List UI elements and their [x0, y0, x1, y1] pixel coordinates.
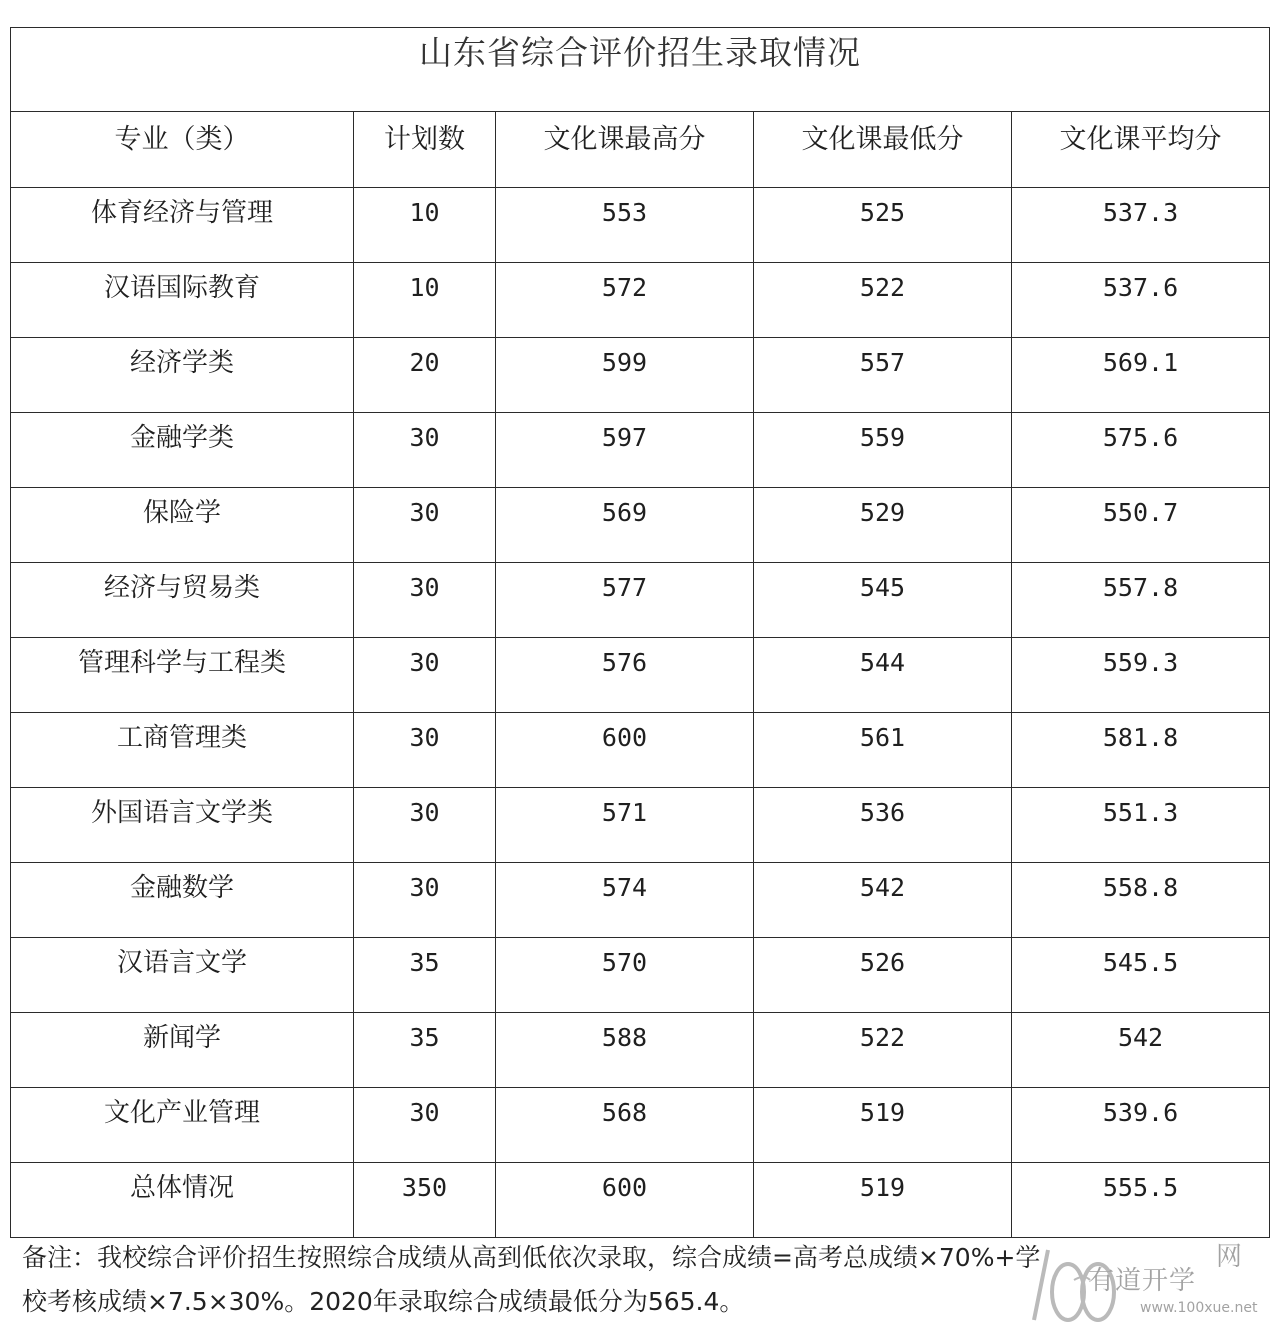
cell-plan: 30 [354, 488, 496, 563]
cell-avg: 542 [1012, 1013, 1270, 1088]
cell-max: 572 [496, 263, 754, 338]
cell-major: 总体情况 [11, 1163, 354, 1238]
cell-min: 561 [754, 713, 1012, 788]
cell-avg: 559.3 [1012, 638, 1270, 713]
table-row [11, 263, 1270, 338]
cell-max: 571 [496, 788, 754, 863]
cell-max: 577 [496, 563, 754, 638]
watermark [1022, 1228, 1274, 1328]
cell-avg: 557.8 [1012, 563, 1270, 638]
table-title: 山东省综合评价招生录取情况 [11, 28, 1270, 112]
header-avg: 文化课平均分 [1012, 112, 1270, 188]
cell-min: 522 [754, 1013, 1012, 1088]
cell-min: 525 [754, 188, 1012, 263]
cell-major: 工商管理类 [11, 713, 354, 788]
cell-plan: 20 [354, 338, 496, 413]
table-header-row [11, 112, 1270, 188]
table-row [11, 1013, 1270, 1088]
table-row [11, 488, 1270, 563]
cell-major: 金融学类 [11, 413, 354, 488]
cell-avg: 551.3 [1012, 788, 1270, 863]
cell-max: 574 [496, 863, 754, 938]
cell-plan: 10 [354, 188, 496, 263]
cell-avg: 569.1 [1012, 338, 1270, 413]
table-row [11, 713, 1270, 788]
cell-plan: 30 [354, 788, 496, 863]
cell-plan: 350 [354, 1163, 496, 1238]
header-max: 文化课最高分 [496, 112, 754, 188]
cell-max: 570 [496, 938, 754, 1013]
cell-major: 汉语言文学 [11, 938, 354, 1013]
table-row [11, 413, 1270, 488]
header-min: 文化课最低分 [754, 112, 1012, 188]
cell-min: 519 [754, 1163, 1012, 1238]
cell-major: 金融数学 [11, 863, 354, 938]
footnote-line-1: 备注：我校综合评价招生按照综合成绩从高到低依次录取，综合成绩=高考总成绩×70%+学 [22, 1243, 1041, 1272]
table-row [11, 638, 1270, 713]
cell-major: 汉语国际教育 [11, 263, 354, 338]
table-row [11, 938, 1270, 1013]
cell-min: 557 [754, 338, 1012, 413]
cell-min: 536 [754, 788, 1012, 863]
cell-avg: 581.8 [1012, 713, 1270, 788]
cell-min: 522 [754, 263, 1012, 338]
cell-plan: 35 [354, 1013, 496, 1088]
table-row [11, 863, 1270, 938]
cell-max: 599 [496, 338, 754, 413]
cell-avg: 555.5 [1012, 1163, 1270, 1238]
cell-min: 519 [754, 1088, 1012, 1163]
cell-plan: 30 [354, 1088, 496, 1163]
cell-plan: 30 [354, 638, 496, 713]
cell-plan: 30 [354, 713, 496, 788]
cell-major: 体育经济与管理 [11, 188, 354, 263]
header-major: 专业（类） [11, 112, 354, 188]
cell-plan: 30 [354, 563, 496, 638]
cell-plan: 30 [354, 863, 496, 938]
cell-plan: 10 [354, 263, 496, 338]
cell-major: 文化产业管理 [11, 1088, 354, 1163]
header-plan: 计划数 [354, 112, 496, 188]
cell-plan: 30 [354, 413, 496, 488]
table-row [11, 338, 1270, 413]
admission-table [10, 27, 1270, 1238]
table-row [11, 188, 1270, 263]
table-row [11, 563, 1270, 638]
table-row [11, 1163, 1270, 1238]
cell-min: 559 [754, 413, 1012, 488]
cell-major: 管理科学与工程类 [11, 638, 354, 713]
cell-avg: 545.5 [1012, 938, 1270, 1013]
cell-plan: 35 [354, 938, 496, 1013]
cell-min: 542 [754, 863, 1012, 938]
cell-avg: 550.7 [1012, 488, 1270, 563]
watermark-text: 有道开学 [1088, 1266, 1197, 1296]
cell-major: 经济与贸易类 [11, 563, 354, 638]
cell-avg: 537.6 [1012, 263, 1270, 338]
cell-avg: 537.3 [1012, 188, 1270, 263]
cell-avg: 575.6 [1012, 413, 1270, 488]
cell-avg: 539.6 [1012, 1088, 1270, 1163]
cell-min: 545 [754, 563, 1012, 638]
cell-max: 568 [496, 1088, 754, 1163]
cell-major: 保险学 [11, 488, 354, 563]
cell-max: 588 [496, 1013, 754, 1088]
cell-max: 600 [496, 713, 754, 788]
cell-max: 600 [496, 1163, 754, 1238]
cell-max: 553 [496, 188, 754, 263]
cell-avg: 558.8 [1012, 863, 1270, 938]
watermark-url: www.100xue.net [1140, 1300, 1258, 1316]
watermark-net: 网 [1216, 1242, 1243, 1272]
cell-major: 新闻学 [11, 1013, 354, 1088]
footnote-line-2: 校考核成绩×7.5×30%。2020年录取综合成绩最低分为565.4。 [22, 1287, 745, 1316]
cell-major: 外国语言文学类 [11, 788, 354, 863]
cell-max: 576 [496, 638, 754, 713]
cell-max: 597 [496, 413, 754, 488]
cell-min: 526 [754, 938, 1012, 1013]
table-row [11, 788, 1270, 863]
cell-max: 569 [496, 488, 754, 563]
cell-major: 经济学类 [11, 338, 354, 413]
table-row [11, 1088, 1270, 1163]
cell-min: 544 [754, 638, 1012, 713]
cell-min: 529 [754, 488, 1012, 563]
